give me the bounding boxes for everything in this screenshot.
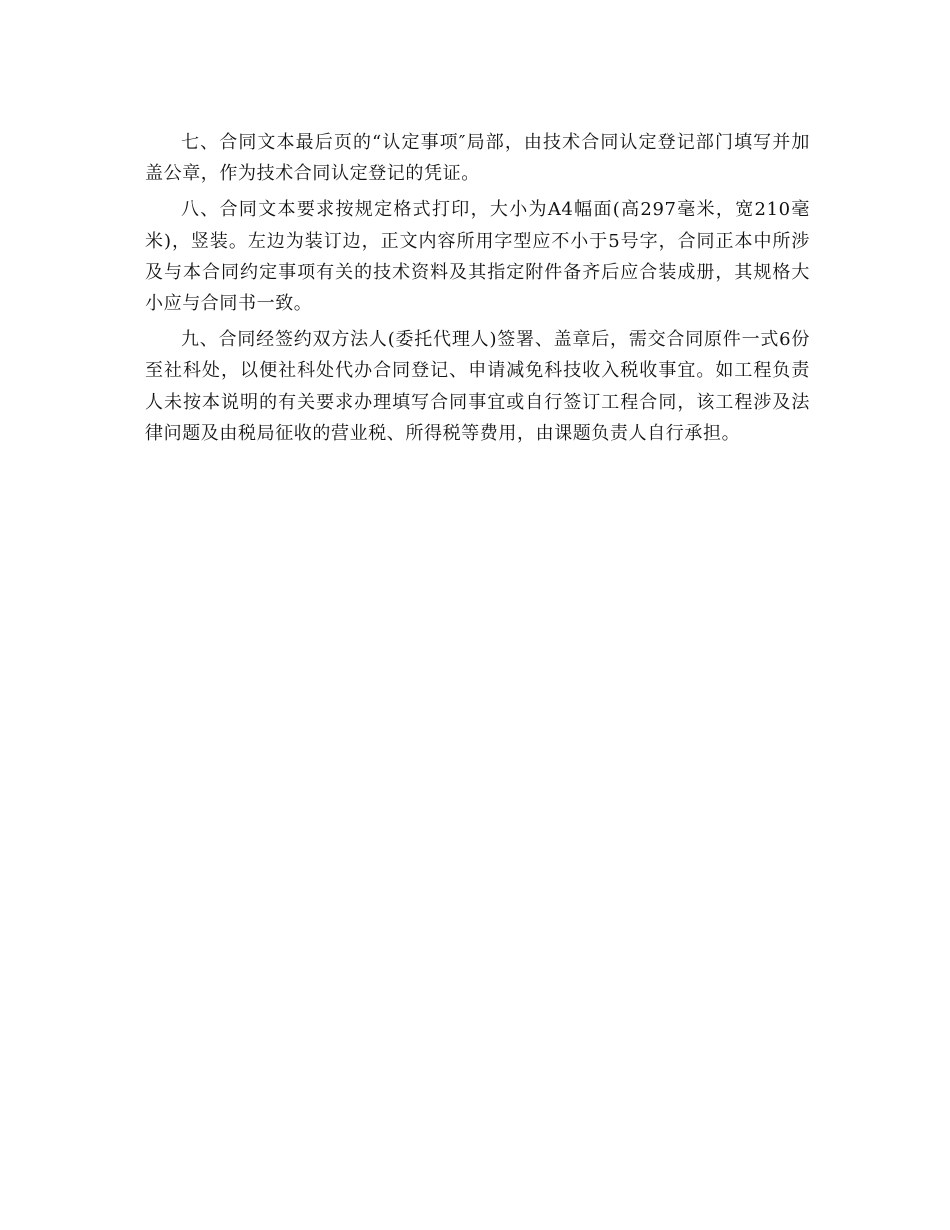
paragraph-8: 八、合同文本要求按规定格式打印，大小为A4幅面(高297毫米，宽210毫米)，竖装。左边为装订边，正文内容所用字型应不小于5号字，合同正本中所涉及与本合同约定事项有关的技术资料及其指定附件备齐后应合装成册，其规格大小应与合同书一致。 [145, 199, 810, 315]
paragraph-7: 七、合同文本最后页的“认定事项″局部，由技术合同认定登记部门填写并加盖公章，作为技术合同认定登记的凭证。 [145, 132, 810, 185]
document-body [145, 127, 810, 454]
paragraph-9: 九、合同经签约双方法人(委托代理人)签署、盖章后，需交合同原件一式6份至社科处，以便社科处代办合同登记、申请减免科技收入税收事宜。如工程负责人未按本说明的有关要求办理填写合同事宜或自行签订工程合同，该工程涉及法律问题及由税局征收的营业税、所得税等费用，由课题负责人自行承担。 [145, 329, 810, 444]
